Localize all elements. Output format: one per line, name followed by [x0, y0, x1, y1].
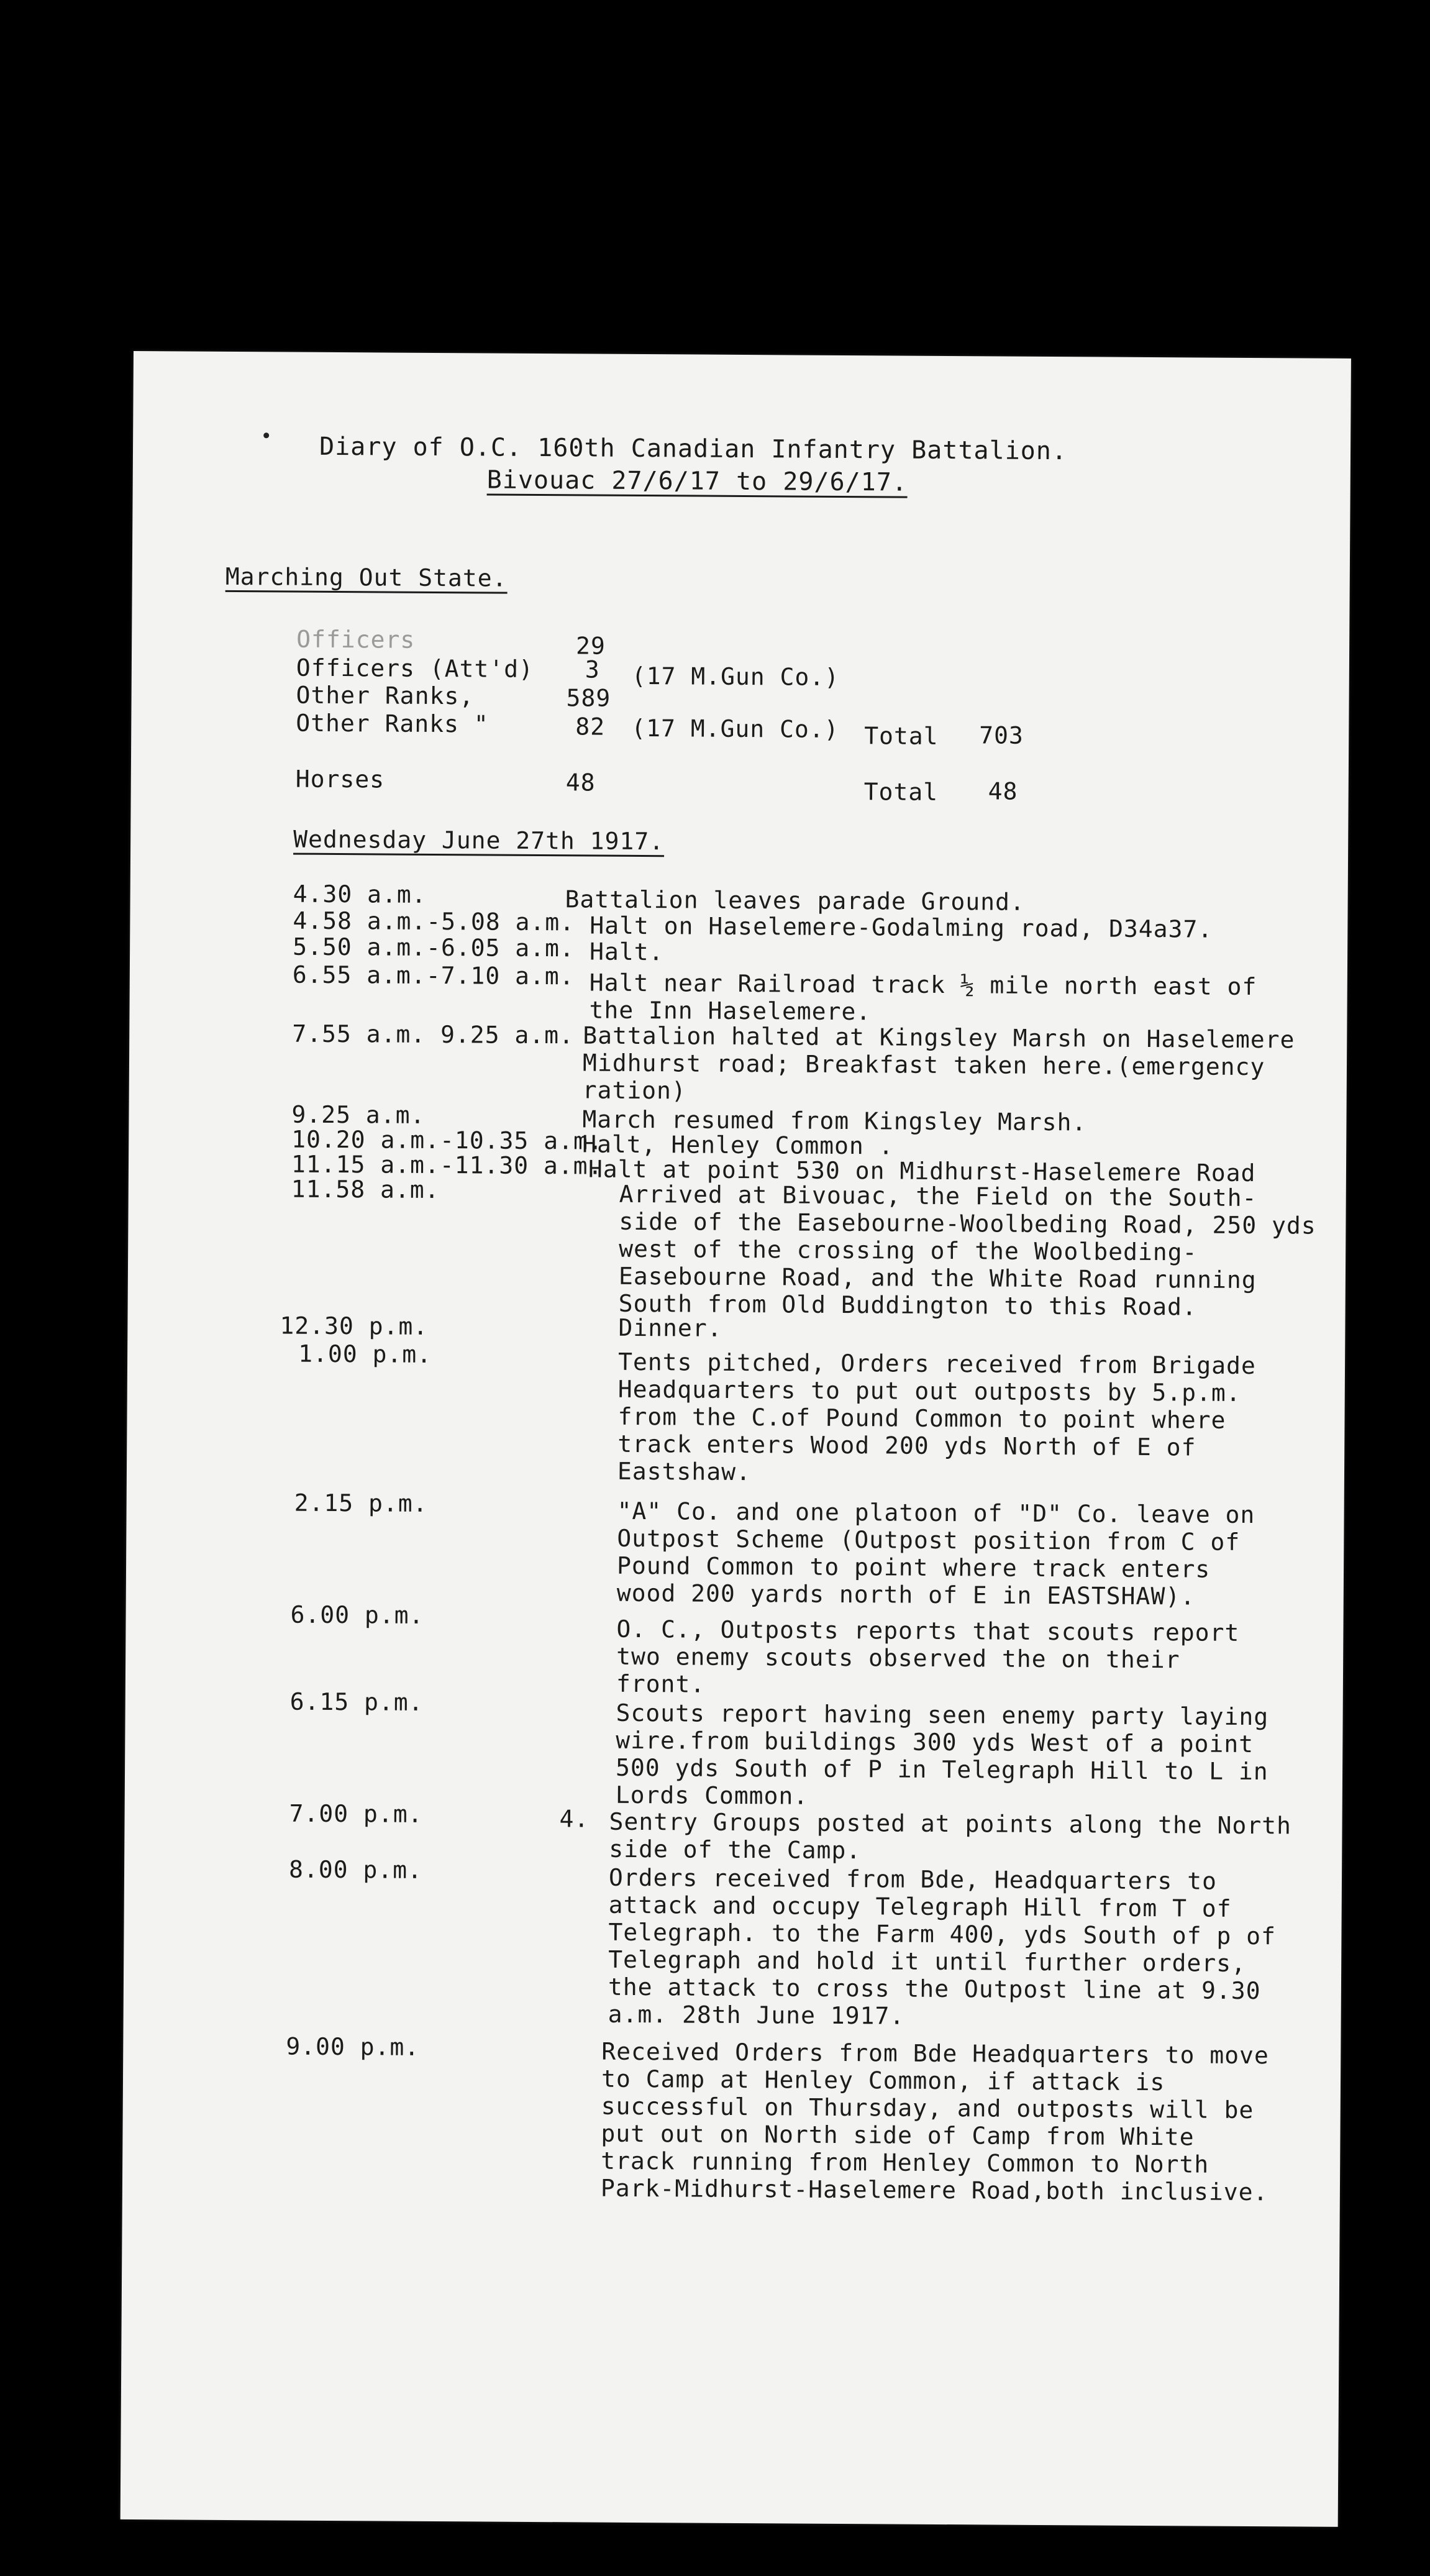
page-title: Diary of O.C. 160th Canadian Infantry Battalion. — [319, 432, 1068, 466]
entry-text: Battalion leaves parade Ground. — [565, 885, 1025, 916]
state-label: Officers (Att'd) — [296, 654, 534, 683]
entry-prefix: 4. — [559, 1805, 590, 1833]
diary-page — [121, 351, 1351, 2527]
state-total-value: 48 — [988, 777, 1018, 805]
entry-time: 9.00 p.m. — [286, 2032, 420, 2061]
entry-text: Battalion halted at Kingsley Marsh on Haselemere Midhurst road; Breakfast taken here.(emergency ration) — [582, 1021, 1295, 1105]
entry-text: Halt, Henley Common . — [582, 1130, 894, 1160]
entry-text: Dinner. — [618, 1313, 722, 1342]
entry-time: 7.00 p.m. — [289, 1799, 423, 1828]
entry-text: Halt. — [589, 938, 664, 966]
entry-text: Halt at point 530 on Midhurst-Haselemere Road — [588, 1155, 1256, 1187]
entry-time: 7.55 a.m. 9.25 a.m. — [292, 1020, 575, 1049]
entry-time: 6.00 p.m. — [290, 1601, 424, 1629]
entry-text: Halt on Haselemere-Godalming road, D34a37. — [590, 911, 1213, 943]
entry-text: "A" Co. and one platoon of "D" Co. leave on Outpost Scheme (Outpost position from C of Pound Common to point where track enters wood 200 yards north of E in EASTSHAW). — [616, 1497, 1255, 1610]
entry-time: 6.55 a.m.-7.10 a.m. — [292, 961, 575, 990]
entry-time: 9.25 a.m. — [291, 1100, 426, 1129]
ink-dot — [263, 432, 269, 438]
entry-time: 2.15 p.m. — [294, 1489, 428, 1517]
entry-text: March resumed from Kingsley Marsh. — [582, 1105, 1087, 1136]
entry-text: Halt near Railroad track ½ mile north east of the Inn Haselemere. — [589, 969, 1257, 1026]
entry-time: 5.50 a.m.-6.05 a.m. — [293, 933, 575, 962]
entry-time: 4.30 a.m. — [293, 880, 427, 908]
state-value: 589 — [566, 684, 611, 712]
state-label: Other Ranks, — [296, 681, 475, 710]
entry-text: Received Orders from Bde Headquarters to move to Camp at Henley Common, if attack is successful on Thursday, and outposts will be put out on North side of Camp from White track running from Henley Common to North Park-Midhurst-Haselemere Road,both inclusive. — [600, 2037, 1269, 2206]
state-value: 29 — [575, 632, 606, 660]
entry-text: Orders received from Bde, Headquarters to attack and occupy Telegraph Hill from T of Telegraph. to the Farm 400, yds South of p of Telegraph and hold it until further orders, the attack to cross the Outpost line at 9.30 a.m. 28th June 1917. — [608, 1863, 1277, 2030]
entry-time: 4.58 a.m.-5.08 a.m. — [293, 907, 575, 936]
entry-time: 12.30 p.m. — [280, 1312, 429, 1340]
state-label: Other Ranks " — [296, 709, 489, 738]
entry-time: 11.58 a.m. — [291, 1175, 440, 1204]
state-label: Horses — [295, 765, 385, 793]
state-value: 3 — [585, 655, 600, 683]
state-unit: (17 M.Gun Co.) — [631, 662, 840, 691]
state-value: 82 — [575, 713, 606, 741]
entry-text: Sentry Groups posted at points along the North side of the Camp. — [609, 1807, 1292, 1865]
entry-time: 8.00 p.m. — [288, 1855, 423, 1884]
entry-text: Arrived at Bivouac, the Field on the South- side of the Easebourne-Woolbeding Road, 250 yds west of the crossing of the Woolbeding- Easebourne Road, and the White Road running South from Old Buddington to this Road. — [618, 1180, 1316, 1321]
state-total-label: Total — [863, 778, 939, 806]
state-value: 48 — [565, 769, 596, 797]
marching-out-heading: Marching Out State. — [225, 563, 508, 594]
entry-text: Tents pitched, Orders received from Brigade Headquarters to put out outposts by 5.p.m. from the C.of Pound Common to point where track enters Wood 200 yds North of E of Eastshaw. — [617, 1348, 1256, 1486]
entry-time: 10.20 a.m.-10.35 a.m. — [291, 1125, 603, 1155]
entry-time: 6.15 p.m. — [289, 1688, 424, 1716]
day-heading: Wednesday June 27th 1917. — [293, 826, 664, 857]
page-subtitle: Bivouac 27/6/17 to 29/6/17. — [486, 465, 908, 497]
entry-time: 1.00 p.m. — [298, 1340, 432, 1368]
entry-time: 11.15 a.m.-11.30 a.m. — [291, 1150, 603, 1180]
entry-text: Scouts report having seen enemy party laying wire.from buildings 300 yds West of a point 500 yds South of P in Telegraph Hill to L in Lords Common. — [615, 1699, 1269, 1810]
state-unit: (17 M.Gun Co.) — [631, 714, 839, 743]
state-total-value: 703 — [979, 721, 1024, 749]
state-label: Officers — [296, 625, 416, 654]
state-total-label: Total — [864, 722, 939, 750]
entry-text: O. C., Outposts reports that scouts report two enemy scouts observed the on their front. — [616, 1615, 1240, 1698]
